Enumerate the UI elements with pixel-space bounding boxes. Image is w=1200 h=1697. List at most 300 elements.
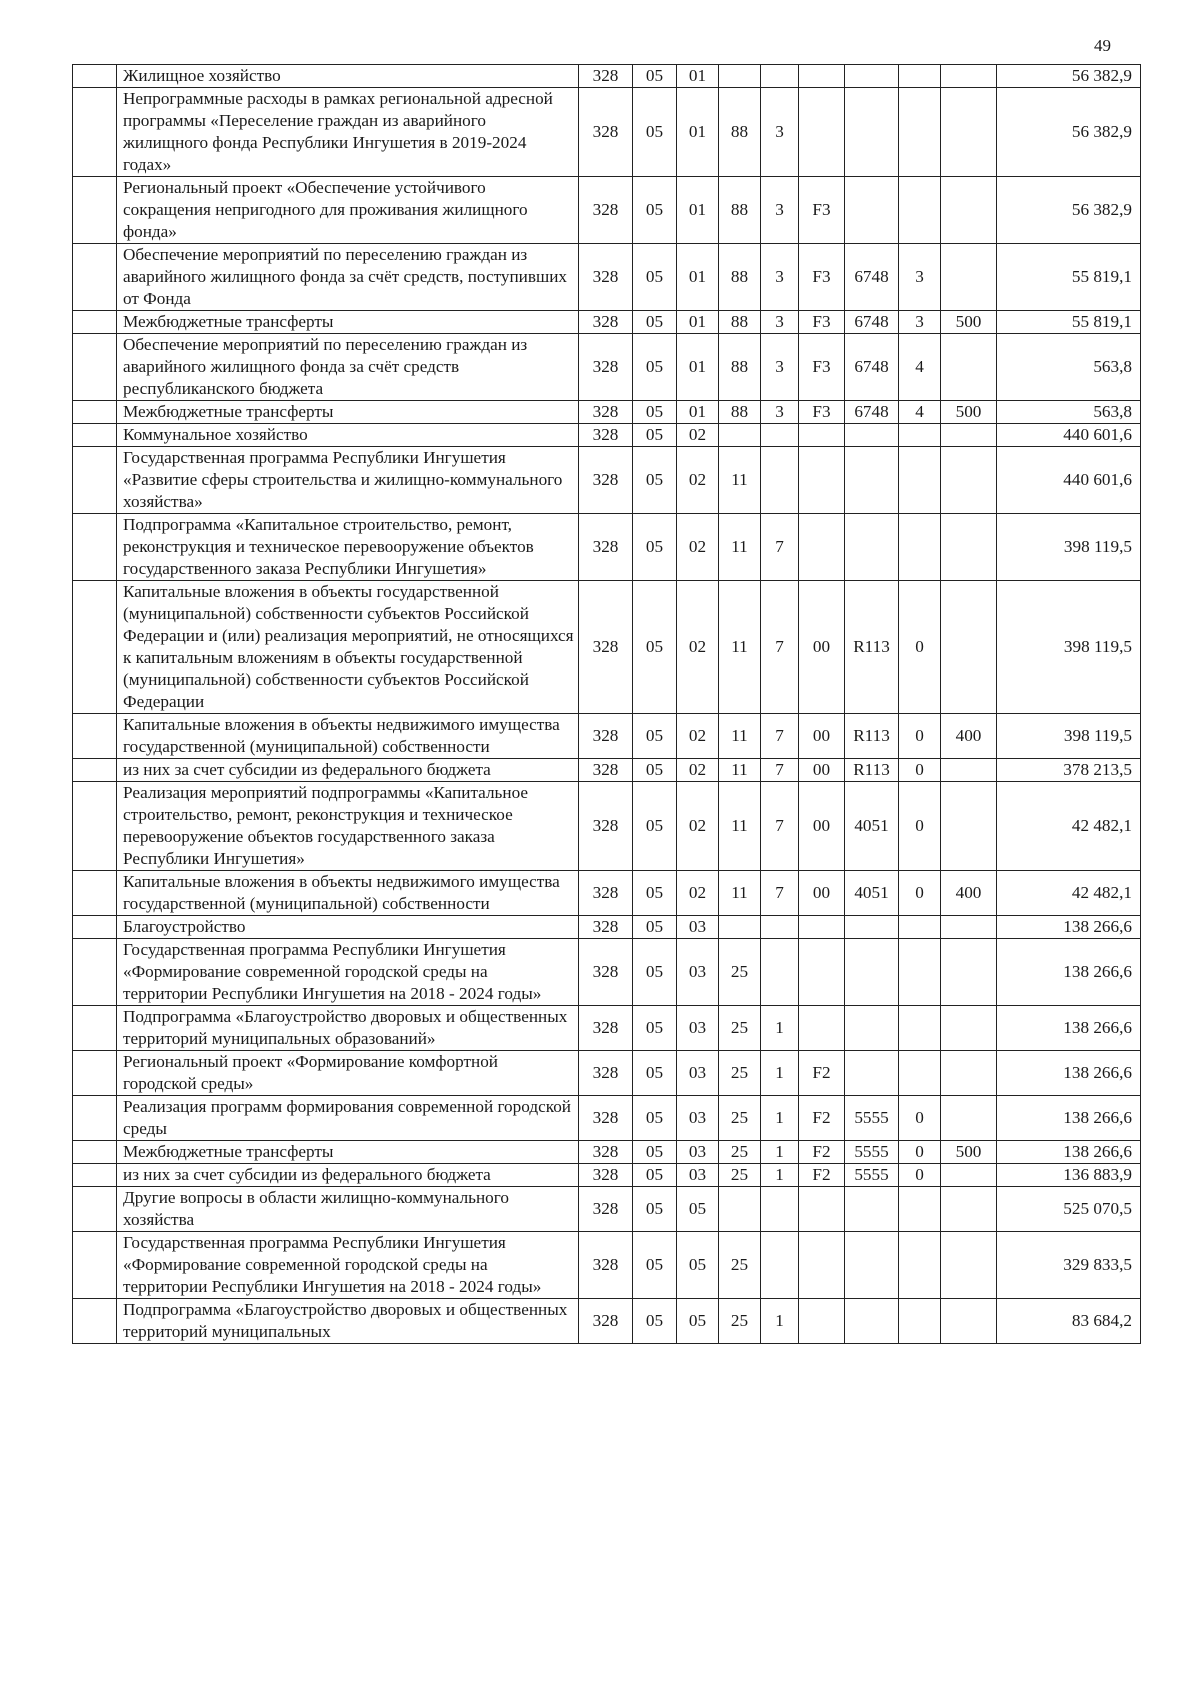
subsection-code-cell: 02 [677, 424, 719, 447]
amount-cell: 55 819,1 [997, 244, 1141, 311]
ministry-code-cell: 328 [579, 1006, 633, 1051]
section-code-cell: 05 [633, 424, 677, 447]
amount-cell: 42 482,1 [997, 782, 1141, 871]
row-marker-cell [73, 916, 117, 939]
subprogram-code-cell: 7 [761, 782, 799, 871]
program-code-cell: 25 [719, 1006, 761, 1051]
project-code-cell [799, 1232, 845, 1299]
amount-cell: 138 266,6 [997, 1051, 1141, 1096]
subprogram-code-cell [761, 65, 799, 88]
project-code-cell: F3 [799, 334, 845, 401]
subprogram-code-cell [761, 1232, 799, 1299]
section-code-cell: 05 [633, 1232, 677, 1299]
subsection-code-cell: 03 [677, 916, 719, 939]
amount-cell: 138 266,6 [997, 1141, 1141, 1164]
program-code-cell [719, 65, 761, 88]
expense-type-cell [941, 1232, 997, 1299]
direction-code-cell: 6748 [845, 244, 899, 311]
row-marker-cell [73, 88, 117, 177]
subsection-code-cell: 03 [677, 1141, 719, 1164]
expense-name-cell: Благоустройство [117, 916, 579, 939]
subdirection-code-cell [899, 1006, 941, 1051]
direction-code-cell [845, 916, 899, 939]
direction-code-cell: 5555 [845, 1164, 899, 1187]
expense-name-cell: Государственная программа Республики Ингушетия «Развитие сферы строительства и жилищно-коммунального хозяйства» [117, 447, 579, 514]
project-code-cell: F3 [799, 177, 845, 244]
expense-name-cell: Капитальные вложения в объекты недвижимого имущества государственной (муниципальной) собственности [117, 871, 579, 916]
project-code-cell [799, 65, 845, 88]
row-marker-cell [73, 581, 117, 714]
subsection-code-cell: 05 [677, 1232, 719, 1299]
ministry-code-cell: 328 [579, 916, 633, 939]
subsection-code-cell: 01 [677, 88, 719, 177]
expense-type-cell [941, 514, 997, 581]
program-code-cell: 88 [719, 244, 761, 311]
subsection-code-cell: 03 [677, 1164, 719, 1187]
ministry-code-cell: 328 [579, 581, 633, 714]
program-code-cell: 25 [719, 1141, 761, 1164]
project-code-cell: 00 [799, 714, 845, 759]
expense-type-cell: 500 [941, 401, 997, 424]
subprogram-code-cell [761, 916, 799, 939]
project-code-cell [799, 424, 845, 447]
expense-type-cell [941, 1164, 997, 1187]
table-row [73, 916, 1141, 939]
section-code-cell: 05 [633, 88, 677, 177]
amount-cell: 56 382,9 [997, 177, 1141, 244]
subprogram-code-cell [761, 1187, 799, 1232]
project-code-cell [799, 1006, 845, 1051]
subprogram-code-cell: 1 [761, 1164, 799, 1187]
direction-code-cell: 6748 [845, 401, 899, 424]
row-marker-cell [73, 1096, 117, 1141]
expense-type-cell [941, 1299, 997, 1344]
direction-code-cell [845, 1006, 899, 1051]
section-code-cell: 05 [633, 1141, 677, 1164]
program-code-cell: 11 [719, 581, 761, 714]
project-code-cell [799, 514, 845, 581]
subsection-code-cell: 01 [677, 311, 719, 334]
expense-type-cell [941, 177, 997, 244]
program-code-cell [719, 1187, 761, 1232]
project-code-cell [799, 1299, 845, 1344]
expense-name-cell: Обеспечение мероприятий по переселению граждан из аварийного жилищного фонда за счёт средств республиканского бюджета [117, 334, 579, 401]
ministry-code-cell: 328 [579, 1096, 633, 1141]
ministry-code-cell: 328 [579, 65, 633, 88]
project-code-cell: F2 [799, 1051, 845, 1096]
section-code-cell: 05 [633, 939, 677, 1006]
subdirection-code-cell: 0 [899, 714, 941, 759]
table-row [73, 1299, 1141, 1344]
direction-code-cell [845, 1187, 899, 1232]
amount-cell: 138 266,6 [997, 939, 1141, 1006]
subprogram-code-cell: 1 [761, 1141, 799, 1164]
project-code-cell [799, 916, 845, 939]
amount-cell: 378 213,5 [997, 759, 1141, 782]
table-row [73, 871, 1141, 916]
program-code-cell: 25 [719, 1232, 761, 1299]
amount-cell: 56 382,9 [997, 88, 1141, 177]
program-code-cell: 11 [719, 514, 761, 581]
expense-name-cell: Капитальные вложения в объекты государственной (муниципальной) собственности субъектов Российской Федерации и (или) реализация мероприятий, не относящихся к капитальным вложениям в объекты государственной (муниципальной) собственности субъектов Российской Федерации [117, 581, 579, 714]
table-row [73, 1187, 1141, 1232]
subsection-code-cell: 02 [677, 782, 719, 871]
section-code-cell: 05 [633, 759, 677, 782]
row-marker-cell [73, 65, 117, 88]
program-code-cell [719, 424, 761, 447]
subdirection-code-cell [899, 177, 941, 244]
subsection-code-cell: 01 [677, 334, 719, 401]
subprogram-code-cell: 7 [761, 581, 799, 714]
row-marker-cell [73, 1232, 117, 1299]
direction-code-cell [845, 447, 899, 514]
expense-type-cell [941, 244, 997, 311]
section-code-cell: 05 [633, 334, 677, 401]
section-code-cell: 05 [633, 916, 677, 939]
row-marker-cell [73, 1006, 117, 1051]
table-row [73, 401, 1141, 424]
subsection-code-cell: 02 [677, 714, 719, 759]
row-marker-cell [73, 871, 117, 916]
expense-type-cell [941, 65, 997, 88]
program-code-cell: 88 [719, 334, 761, 401]
amount-cell: 56 382,9 [997, 65, 1141, 88]
subdirection-code-cell [899, 1051, 941, 1096]
direction-code-cell: 4051 [845, 782, 899, 871]
subsection-code-cell: 02 [677, 447, 719, 514]
section-code-cell: 05 [633, 1299, 677, 1344]
expense-type-cell [941, 1006, 997, 1051]
direction-code-cell: 5555 [845, 1141, 899, 1164]
subprogram-code-cell: 3 [761, 177, 799, 244]
subsection-code-cell: 01 [677, 177, 719, 244]
row-marker-cell [73, 177, 117, 244]
direction-code-cell: 5555 [845, 1096, 899, 1141]
direction-code-cell [845, 177, 899, 244]
project-code-cell: F3 [799, 311, 845, 334]
direction-code-cell: R113 [845, 714, 899, 759]
table-row [73, 782, 1141, 871]
row-marker-cell [73, 939, 117, 1006]
amount-cell: 398 119,5 [997, 581, 1141, 714]
subdirection-code-cell [899, 1232, 941, 1299]
subsection-code-cell: 03 [677, 1051, 719, 1096]
amount-cell: 136 883,9 [997, 1164, 1141, 1187]
subprogram-code-cell: 3 [761, 334, 799, 401]
program-code-cell: 88 [719, 311, 761, 334]
expense-name-cell: Реализация программ формирования современной городской среды [117, 1096, 579, 1141]
project-code-cell [799, 939, 845, 1006]
section-code-cell: 05 [633, 871, 677, 916]
table-row [73, 939, 1141, 1006]
project-code-cell [799, 88, 845, 177]
ministry-code-cell: 328 [579, 1299, 633, 1344]
subdirection-code-cell: 0 [899, 581, 941, 714]
program-code-cell: 25 [719, 1051, 761, 1096]
table-row [73, 514, 1141, 581]
row-marker-cell [73, 447, 117, 514]
subsection-code-cell: 02 [677, 514, 719, 581]
expense-name-cell: Межбюджетные трансферты [117, 1141, 579, 1164]
table-row [73, 65, 1141, 88]
project-code-cell: F2 [799, 1096, 845, 1141]
amount-cell: 525 070,5 [997, 1187, 1141, 1232]
section-code-cell: 05 [633, 714, 677, 759]
subdirection-code-cell: 3 [899, 244, 941, 311]
ministry-code-cell: 328 [579, 1051, 633, 1096]
expense-type-cell [941, 447, 997, 514]
subdirection-code-cell: 0 [899, 1164, 941, 1187]
expense-type-cell: 400 [941, 714, 997, 759]
expense-type-cell [941, 939, 997, 1006]
table-row [73, 177, 1141, 244]
ministry-code-cell: 328 [579, 1141, 633, 1164]
project-code-cell: F3 [799, 401, 845, 424]
ministry-code-cell: 328 [579, 1232, 633, 1299]
subsection-code-cell: 01 [677, 401, 719, 424]
amount-cell: 138 266,6 [997, 1006, 1141, 1051]
subprogram-code-cell: 1 [761, 1299, 799, 1344]
program-code-cell: 88 [719, 177, 761, 244]
section-code-cell: 05 [633, 1164, 677, 1187]
row-marker-cell [73, 782, 117, 871]
subdirection-code-cell: 0 [899, 871, 941, 916]
program-code-cell [719, 916, 761, 939]
program-code-cell: 11 [719, 714, 761, 759]
direction-code-cell: 6748 [845, 311, 899, 334]
project-code-cell: F2 [799, 1141, 845, 1164]
table-row [73, 88, 1141, 177]
direction-code-cell [845, 1299, 899, 1344]
amount-cell: 398 119,5 [997, 514, 1141, 581]
program-code-cell: 88 [719, 401, 761, 424]
amount-cell: 329 833,5 [997, 1232, 1141, 1299]
section-code-cell: 05 [633, 65, 677, 88]
row-marker-cell [73, 1051, 117, 1096]
expense-name-cell: Другие вопросы в области жилищно-коммунального хозяйства [117, 1187, 579, 1232]
section-code-cell: 05 [633, 1006, 677, 1051]
expense-name-cell: Межбюджетные трансферты [117, 311, 579, 334]
program-code-cell: 88 [719, 88, 761, 177]
expense-type-cell [941, 1096, 997, 1141]
program-code-cell: 25 [719, 939, 761, 1006]
project-code-cell: 00 [799, 871, 845, 916]
subdirection-code-cell [899, 1187, 941, 1232]
table-row [73, 244, 1141, 311]
expense-name-cell: Региональный проект «Обеспечение устойчивого сокращения непригодного для проживания жилищного фонда» [117, 177, 579, 244]
row-marker-cell [73, 714, 117, 759]
expense-name-cell: Реализация мероприятий подпрограммы «Капитальное строительство, ремонт, реконструкция и техническое перевооружение объектов государственного заказа Республики Ингушетия» [117, 782, 579, 871]
direction-code-cell [845, 424, 899, 447]
expense-type-cell: 500 [941, 311, 997, 334]
expense-type-cell [941, 424, 997, 447]
expense-name-cell: Подпрограмма «Благоустройство дворовых и общественных территорий муниципальных образований» [117, 1006, 579, 1051]
expense-name-cell: Обеспечение мероприятий по переселению граждан из аварийного жилищного фонда за счёт средств, поступивших от Фонда [117, 244, 579, 311]
direction-code-cell [845, 1232, 899, 1299]
expense-name-cell: Непрограммные расходы в рамках региональной адресной программы «Переселение граждан из аварийного жилищного фонда Республики Ингушетия в 2019-2024 годах» [117, 88, 579, 177]
subsection-code-cell: 05 [677, 1299, 719, 1344]
subprogram-code-cell: 7 [761, 759, 799, 782]
subprogram-code-cell: 3 [761, 401, 799, 424]
ministry-code-cell: 328 [579, 1164, 633, 1187]
section-code-cell: 05 [633, 244, 677, 311]
direction-code-cell [845, 65, 899, 88]
subsection-code-cell: 03 [677, 1006, 719, 1051]
subsection-code-cell: 02 [677, 581, 719, 714]
expense-name-cell: Капитальные вложения в объекты недвижимого имущества государственной (муниципальной) собственности [117, 714, 579, 759]
amount-cell: 563,8 [997, 401, 1141, 424]
direction-code-cell: R113 [845, 759, 899, 782]
table-row [73, 1141, 1141, 1164]
section-code-cell: 05 [633, 514, 677, 581]
table-row [73, 1164, 1141, 1187]
amount-cell: 138 266,6 [997, 1096, 1141, 1141]
ministry-code-cell: 328 [579, 334, 633, 401]
table-row [73, 714, 1141, 759]
program-code-cell: 11 [719, 871, 761, 916]
amount-cell: 55 819,1 [997, 311, 1141, 334]
table-row [73, 447, 1141, 514]
subdirection-code-cell [899, 514, 941, 581]
expense-type-cell [941, 88, 997, 177]
ministry-code-cell: 328 [579, 759, 633, 782]
project-code-cell: 00 [799, 759, 845, 782]
program-code-cell: 11 [719, 782, 761, 871]
table-row [73, 1096, 1141, 1141]
program-code-cell: 11 [719, 447, 761, 514]
expense-name-cell: Жилищное хозяйство [117, 65, 579, 88]
expense-type-cell [941, 581, 997, 714]
ministry-code-cell: 328 [579, 782, 633, 871]
subprogram-code-cell: 7 [761, 514, 799, 581]
subsection-code-cell: 03 [677, 939, 719, 1006]
subprogram-code-cell: 1 [761, 1006, 799, 1051]
subsection-code-cell: 01 [677, 65, 719, 88]
table-row [73, 424, 1141, 447]
row-marker-cell [73, 244, 117, 311]
subprogram-code-cell: 3 [761, 244, 799, 311]
program-code-cell: 25 [719, 1096, 761, 1141]
direction-code-cell [845, 514, 899, 581]
row-marker-cell [73, 334, 117, 401]
direction-code-cell [845, 1051, 899, 1096]
project-code-cell [799, 447, 845, 514]
program-code-cell: 11 [719, 759, 761, 782]
expense-type-cell [941, 782, 997, 871]
page-number: 49 [1094, 36, 1111, 55]
section-code-cell: 05 [633, 1096, 677, 1141]
subprogram-code-cell: 7 [761, 714, 799, 759]
expense-name-cell: Межбюджетные трансферты [117, 401, 579, 424]
subprogram-code-cell: 1 [761, 1051, 799, 1096]
subdirection-code-cell: 3 [899, 311, 941, 334]
subdirection-code-cell: 0 [899, 782, 941, 871]
subdirection-code-cell: 0 [899, 759, 941, 782]
table-row [73, 1006, 1141, 1051]
program-code-cell: 25 [719, 1164, 761, 1187]
expense-type-cell [941, 759, 997, 782]
project-code-cell: F2 [799, 1164, 845, 1187]
table-row [73, 1051, 1141, 1096]
expense-type-cell: 500 [941, 1141, 997, 1164]
subdirection-code-cell [899, 939, 941, 1006]
amount-cell: 398 119,5 [997, 714, 1141, 759]
budget-table-body [73, 65, 1141, 1344]
section-code-cell: 05 [633, 1051, 677, 1096]
table-row [73, 1232, 1141, 1299]
program-code-cell: 25 [719, 1299, 761, 1344]
ministry-code-cell: 328 [579, 447, 633, 514]
amount-cell: 83 684,2 [997, 1299, 1141, 1344]
project-code-cell: F3 [799, 244, 845, 311]
subprogram-code-cell [761, 424, 799, 447]
subsection-code-cell: 01 [677, 244, 719, 311]
subsection-code-cell: 05 [677, 1187, 719, 1232]
subdirection-code-cell [899, 424, 941, 447]
expense-type-cell [941, 334, 997, 401]
subprogram-code-cell [761, 447, 799, 514]
expense-type-cell [941, 1187, 997, 1232]
ministry-code-cell: 328 [579, 244, 633, 311]
expense-name-cell: Региональный проект «Формирование комфортной городской среды» [117, 1051, 579, 1096]
expense-name-cell: из них за счет субсидии из федерального бюджета [117, 1164, 579, 1187]
expense-name-cell: из них за счет субсидии из федерального бюджета [117, 759, 579, 782]
expense-name-cell: Государственная программа Республики Ингушетия «Формирование современной городской среды на территории Республики Ингушетия на 2018 - 2024 годы» [117, 939, 579, 1006]
subdirection-code-cell [899, 447, 941, 514]
expense-type-cell [941, 916, 997, 939]
section-code-cell: 05 [633, 311, 677, 334]
subprogram-code-cell: 1 [761, 1096, 799, 1141]
row-marker-cell [73, 1299, 117, 1344]
expense-type-cell [941, 1051, 997, 1096]
subdirection-code-cell: 4 [899, 401, 941, 424]
direction-code-cell: 6748 [845, 334, 899, 401]
budget-table [72, 64, 1141, 1344]
ministry-code-cell: 328 [579, 939, 633, 1006]
subdirection-code-cell [899, 1299, 941, 1344]
project-code-cell: 00 [799, 581, 845, 714]
direction-code-cell: R113 [845, 581, 899, 714]
table-row [73, 311, 1141, 334]
direction-code-cell [845, 88, 899, 177]
ministry-code-cell: 328 [579, 311, 633, 334]
subdirection-code-cell: 4 [899, 334, 941, 401]
project-code-cell: 00 [799, 782, 845, 871]
ministry-code-cell: 328 [579, 1187, 633, 1232]
ministry-code-cell: 328 [579, 514, 633, 581]
ministry-code-cell: 328 [579, 177, 633, 244]
row-marker-cell [73, 514, 117, 581]
subprogram-code-cell: 3 [761, 88, 799, 177]
subprogram-code-cell [761, 939, 799, 1006]
subdirection-code-cell: 0 [899, 1141, 941, 1164]
ministry-code-cell: 328 [579, 714, 633, 759]
ministry-code-cell: 328 [579, 871, 633, 916]
row-marker-cell [73, 1141, 117, 1164]
row-marker-cell [73, 759, 117, 782]
subdirection-code-cell [899, 916, 941, 939]
subprogram-code-cell: 7 [761, 871, 799, 916]
project-code-cell [799, 1187, 845, 1232]
row-marker-cell [73, 424, 117, 447]
table-row [73, 759, 1141, 782]
amount-cell: 440 601,6 [997, 424, 1141, 447]
row-marker-cell [73, 401, 117, 424]
expense-name-cell: Подпрограмма «Благоустройство дворовых и общественных территорий муниципальных [117, 1299, 579, 1344]
section-code-cell: 05 [633, 447, 677, 514]
subdirection-code-cell [899, 65, 941, 88]
row-marker-cell [73, 1164, 117, 1187]
